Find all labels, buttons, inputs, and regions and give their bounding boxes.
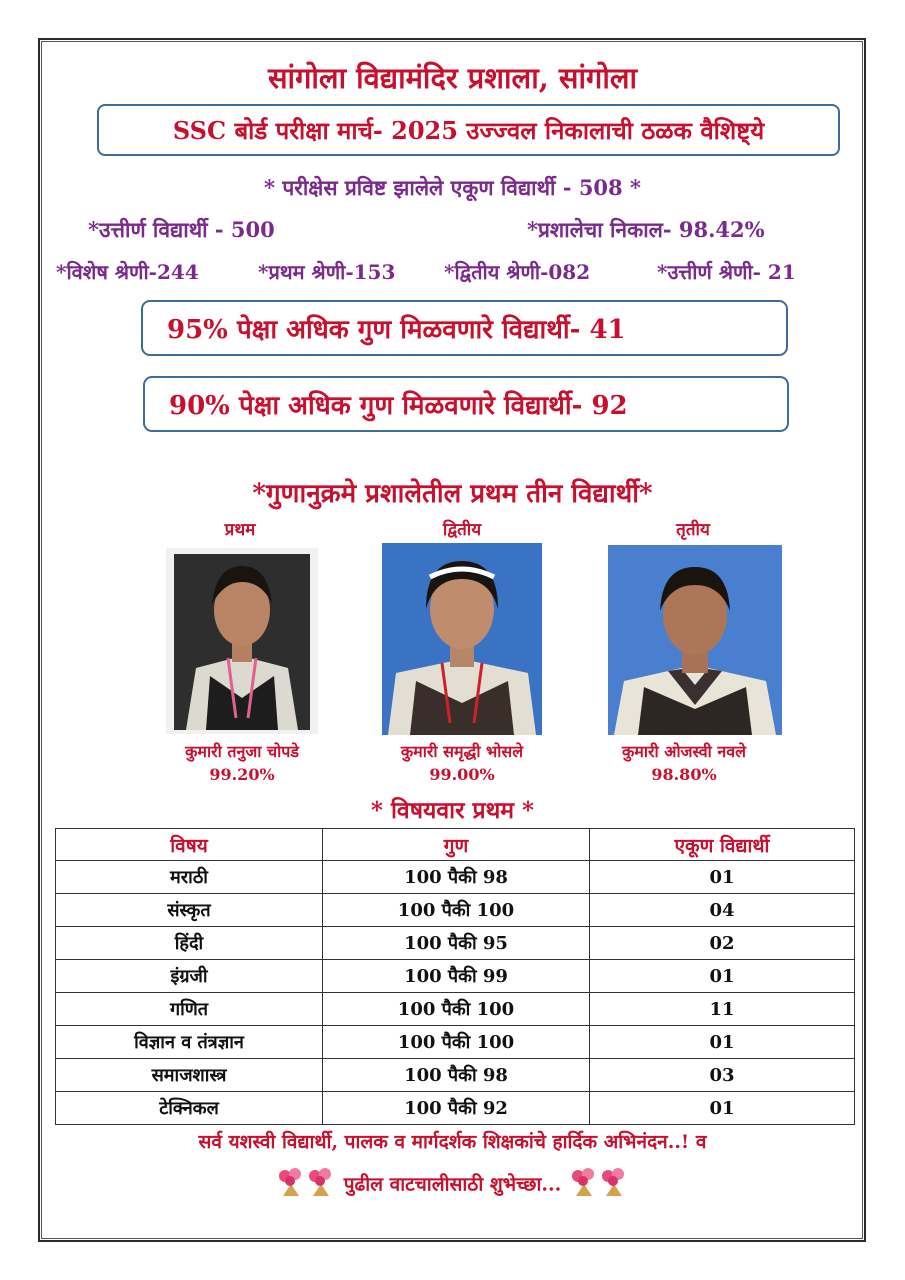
footer-wishes-line bbox=[0, 1166, 905, 1205]
cell-subject: समाजशास्त्र bbox=[56, 1059, 323, 1092]
cell-count: 03 bbox=[590, 1059, 855, 1092]
cell-subject: विज्ञान व तंत्रज्ञान bbox=[56, 1026, 323, 1059]
table-row bbox=[56, 993, 855, 1026]
above-95-box bbox=[141, 300, 788, 356]
cell-subject: इंग्रजी bbox=[56, 960, 323, 993]
table-row bbox=[56, 894, 855, 927]
header-marks: गुण bbox=[323, 829, 590, 861]
total-appeared: * परीक्षेस प्रविष्ट झालेले एकूण विद्यार्थी - 508 * bbox=[264, 175, 641, 200]
bouquet-icon bbox=[275, 1166, 337, 1205]
footer-wishes-text: पुढील वाटचालीसाठी शुभेच्छा... bbox=[343, 1173, 562, 1196]
second-class: *द्वितीय श्रेणी-082 bbox=[444, 260, 591, 284]
table-row bbox=[56, 1026, 855, 1059]
rank-label-first: प्रथम bbox=[224, 520, 256, 540]
cell-count: 04 bbox=[590, 894, 855, 927]
topper-name-third: कुमारी ओजस्वी नवले bbox=[622, 742, 746, 761]
subtitle-box bbox=[97, 104, 840, 156]
first-class: *प्रथम श्रेणी-153 bbox=[258, 260, 396, 284]
cell-subject: हिंदी bbox=[56, 927, 323, 960]
passed-students: *उत्तीर्ण विद्यार्थी - 500 bbox=[88, 217, 275, 242]
toppers-heading: *गुणानुक्रमे प्रशालेतील प्रथम तीन विद्यार्थी* bbox=[252, 479, 653, 509]
topper-score-first: 99.20% bbox=[209, 765, 275, 784]
footer-congratulations: सर्व यशस्वी विद्यार्थी, पालक व मार्गदर्शक शिक्षकांचे हार्दिक अभिनंदन..! व bbox=[198, 1131, 707, 1153]
school-title: सांगोला विद्यामंदिर प्रशाला, सांगोला bbox=[267, 61, 638, 95]
special-class: *विशेष श्रेणी-244 bbox=[56, 260, 199, 284]
topper-score-second: 99.00% bbox=[429, 765, 495, 784]
topper-name-first: कुमारी तनुजा चोपडे bbox=[185, 742, 299, 761]
cell-count: 01 bbox=[590, 960, 855, 993]
header-total-students: एकूण विद्यार्थी bbox=[590, 829, 855, 861]
topper-photo-first bbox=[166, 548, 318, 734]
cell-subject: संस्कृत bbox=[56, 894, 323, 927]
cell-count: 01 bbox=[590, 1026, 855, 1059]
bouquet-icon bbox=[568, 1166, 630, 1205]
above-90-box bbox=[143, 376, 789, 432]
subject-toppers-table bbox=[55, 828, 855, 1125]
topper-score-third: 98.80% bbox=[651, 765, 717, 784]
cell-marks: 100 पैकी 98 bbox=[323, 861, 590, 894]
table-row bbox=[56, 1059, 855, 1092]
cell-marks: 100 पैकी 95 bbox=[323, 927, 590, 960]
table-header-row bbox=[56, 829, 855, 861]
above-95-text: 95% पेक्षा अधिक गुण मिळवणारे विद्यार्थी- 41 bbox=[167, 315, 626, 345]
table-row bbox=[56, 960, 855, 993]
rank-label-third: तृतीय bbox=[676, 520, 710, 540]
table-row bbox=[56, 1092, 855, 1125]
cell-count: 01 bbox=[590, 1092, 855, 1125]
cell-subject: टेक्निकल bbox=[56, 1092, 323, 1125]
cell-subject: मराठी bbox=[56, 861, 323, 894]
above-90-text: 90% पेक्षा अधिक गुण मिळवणारे विद्यार्थी- 92 bbox=[169, 391, 628, 421]
table-row bbox=[56, 927, 855, 960]
cell-count: 11 bbox=[590, 993, 855, 1026]
subject-heading: * विषयवार प्रथम * bbox=[370, 797, 535, 824]
cell-count: 02 bbox=[590, 927, 855, 960]
cell-marks: 100 पैकी 100 bbox=[323, 993, 590, 1026]
subtitle-text: SSC बोर्ड परीक्षा मार्च- 2025 उज्ज्वल निकालाची ठळक वैशिष्ट्ये bbox=[172, 115, 765, 145]
cell-count: 01 bbox=[590, 861, 855, 894]
cell-marks: 100 पैकी 92 bbox=[323, 1092, 590, 1125]
topper-photo-second bbox=[382, 543, 542, 735]
cell-marks: 100 पैकी 98 bbox=[323, 1059, 590, 1092]
cell-marks: 100 पैकी 100 bbox=[323, 1026, 590, 1059]
school-result: *प्रशालेचा निकाल- 98.42% bbox=[527, 217, 765, 242]
topper-name-second: कुमारी समृद्धी भोसले bbox=[400, 742, 524, 761]
table-row bbox=[56, 861, 855, 894]
header-subject: विषय bbox=[56, 829, 323, 861]
cell-subject: गणित bbox=[56, 993, 323, 1026]
cell-marks: 100 पैकी 100 bbox=[323, 894, 590, 927]
rank-label-second: द्वितीय bbox=[442, 520, 482, 540]
pass-class: *उत्तीर्ण श्रेणी- 21 bbox=[657, 260, 796, 284]
cell-marks: 100 पैकी 99 bbox=[323, 960, 590, 993]
topper-photo-third bbox=[608, 545, 782, 735]
